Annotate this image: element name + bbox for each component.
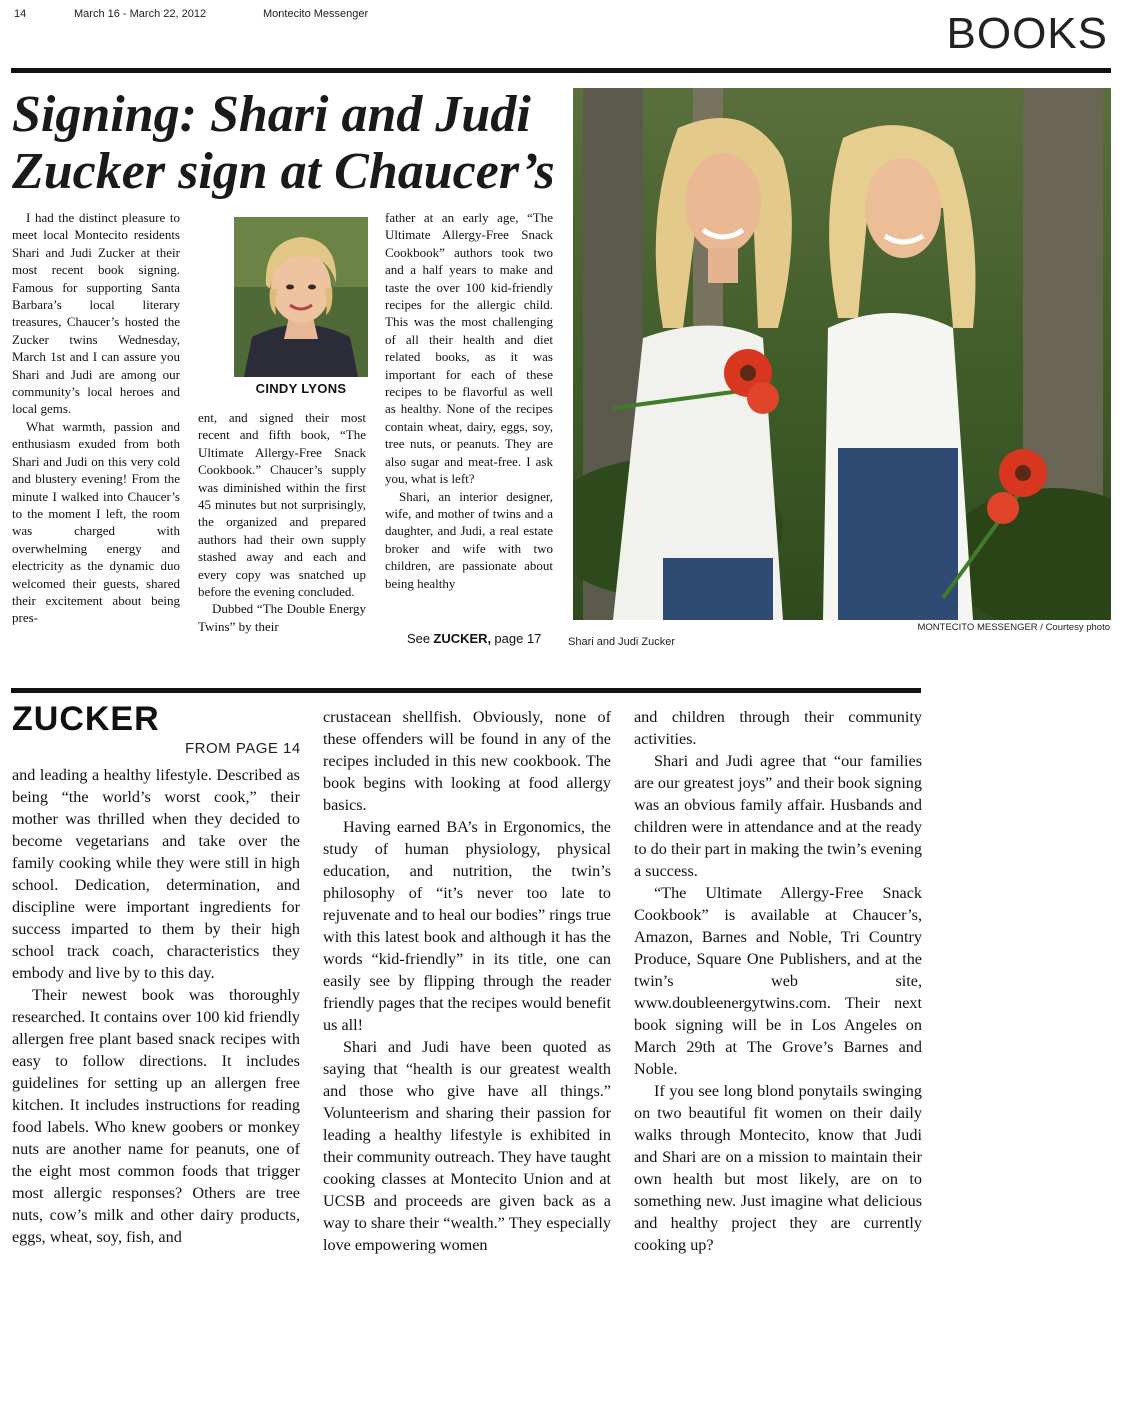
photo-credit: MONTECITO MESSENGER / Courtesy photo [917,622,1110,633]
headline-line-1: Signing: Shari and Judi [12,86,531,143]
article-column-2 [198,409,366,635]
feature-photo [573,88,1111,620]
paragraph: crustacean shellfish. Obviously, none of these offenders will be found in any of the recipes included in this new cookbook. The book begins with looking at food allergy basics. [323,708,611,814]
section-divider-rule [11,688,921,693]
jump-column-1 [12,764,300,1248]
author-photo [234,217,368,377]
paragraph: I had the distinct pleasure to meet local Montecito residents Shari and Judi Zucker at their most recent book signing. Famous for supporting Santa Barbara’s local literary treasures, Chaucer’s hosted the Zucker twins Wednesday, March 1st and I can assure you Shari and Judi are among our community’s local heroes and local gems. [12,210,180,417]
article-headline [12,86,562,200]
paragraph: Dubbed “The Double Energy Twins” by their [198,601,366,634]
paragraph: If you see long blond ponytails swinging on two beautiful fit women on their daily walks through Montecito, know that Judi and Shari are on a mission to maintain their own health but most likely, are on to something new. Just imagine what delicious and healthy project they are currently cooking up? [634,1082,922,1254]
publication-name: Montecito Messenger [263,8,369,20]
jump-column-3 [634,706,922,1256]
paragraph: and leading a healthy lifestyle. Described as being “the world’s worst cook,” their mother was thrilled when they decided to become vegetarians and take over the family cooking while they were still in high school. Dedication, determination, and discipline were important ingredients for success imparted to them by their high school track coach, characteristics they embody and live by to this day. [12,766,300,982]
article-column-1 [12,209,180,627]
paragraph: and children through their community activities. [634,708,922,748]
continued-jump-line[interactable] [407,631,541,647]
top-rule [11,68,1111,73]
paragraph: Having earned BA’s in Ergonomics, the study of human physiology, physical education, and nutrition, the twin’s philosophy of “it’s never too late to rejuvenate and to heal our bodies” rings true with this latest book and although it has the words “kid-friendly” in its title, one can easily see by flipping through the reader friendly pages that the recipes would benefit us all! [323,818,611,1034]
paragraph: Shari and Judi have been quoted as saying that “health is our greatest wealth and those who give have all things.” Volunteerism and sharing their passion for leading a healthy lifestyle is exhibited in their community outreach. They have taught cooking classes at Montecito Union and at UCSB and proceeds are given back as a way to share their “wealth.” They especially love empowering women [323,1038,611,1254]
paragraph: ent, and signed their most recent and fifth book, “The Ultimate Allergy-Free Snack Cookbook.” Chaucer’s supply was diminished within the first 45 minutes but not surprisingly, the organized and prepared authors had their own supply stashed away and each and every copy was snatched up before the evening concluded. [198,410,366,600]
see-label: See [407,631,431,646]
see-page: page 17 [494,631,542,646]
see-keyword: ZUCKER, [433,631,492,646]
paragraph: father at an early age, “The Ultimate Allergy-Free Snack Cookbook” authors took two and a half years to make and taste the over 100 kid-friendly recipes for the allergic child. This was the most challenging of all their health and diet related books, as it was important for each of these recipes to be flavorful as well as healthy. None of the recipes contain wheat, dairy, eggs, soy, tree nuts, or peanuts. They are also sugar and meat-free. I ask you, what is left? [385,210,553,487]
paragraph: “The Ultimate Allergy-Free Snack Cookbook” is available at Chaucer’s, Amazon, Barnes and Noble, Tri Country Produce, Square One Publishers, and at the twin’s web site, www.doubleenergytwins.com. Their next book signing will be in Los Angeles on March 29th at The Grove’s Barnes and Noble. [634,884,922,1078]
paragraph: Shari, an interior designer, wife, and mother of twins and a daughter, and Judi, a real estate broker and wife with two children, are passionate about being healthy [385,488,553,591]
jump-headline: ZUCKER [12,700,160,738]
headline-line-2: Zucker sign at Chaucer’s [12,143,555,200]
page-number: 14 [14,8,27,20]
from-page-label: FROM PAGE 14 [185,740,301,757]
article-column-3 [385,209,553,592]
paragraph: Their newest book was thoroughly researched. It contains over 100 kid friendly allergen free plant based snack recipes with easy to follow directions. It includes guidelines for setting up an allergen free kitchen. It includes instructions for reading food labels. Who knew goobers or monkey nuts are another name for peanuts, one of the eight most common foods that trigger most allergic responses? Others are tree nuts, cow’s milk and other dairy products, eggs, wheat, soy, fish, and [12,986,300,1246]
jump-column-2 [323,706,611,1256]
photo-caption: Shari and Judi Zucker [568,636,675,648]
author-byline: CINDY LYONS [255,381,347,396]
paragraph: Shari and Judi agree that “our families are our greatest joys” and their book signing was an obvious family affair. Husbands and children were in attendance and at the ready to do their part in making the twin’s evening a success. [634,752,922,880]
paragraph: What warmth, passion and enthusiasm exuded from both Shari and Judi on this very cold and blustery evening! From the minute I walked into Chaucer’s to the moment I left, the room was charged with overwhelming energy and electricity as the dynamic duo welcomed their guests, shared their excitement about being pres- [12,418,180,626]
section-title: BOOKS [946,9,1108,58]
issue-date: March 16 - March 22, 2012 [74,8,207,20]
